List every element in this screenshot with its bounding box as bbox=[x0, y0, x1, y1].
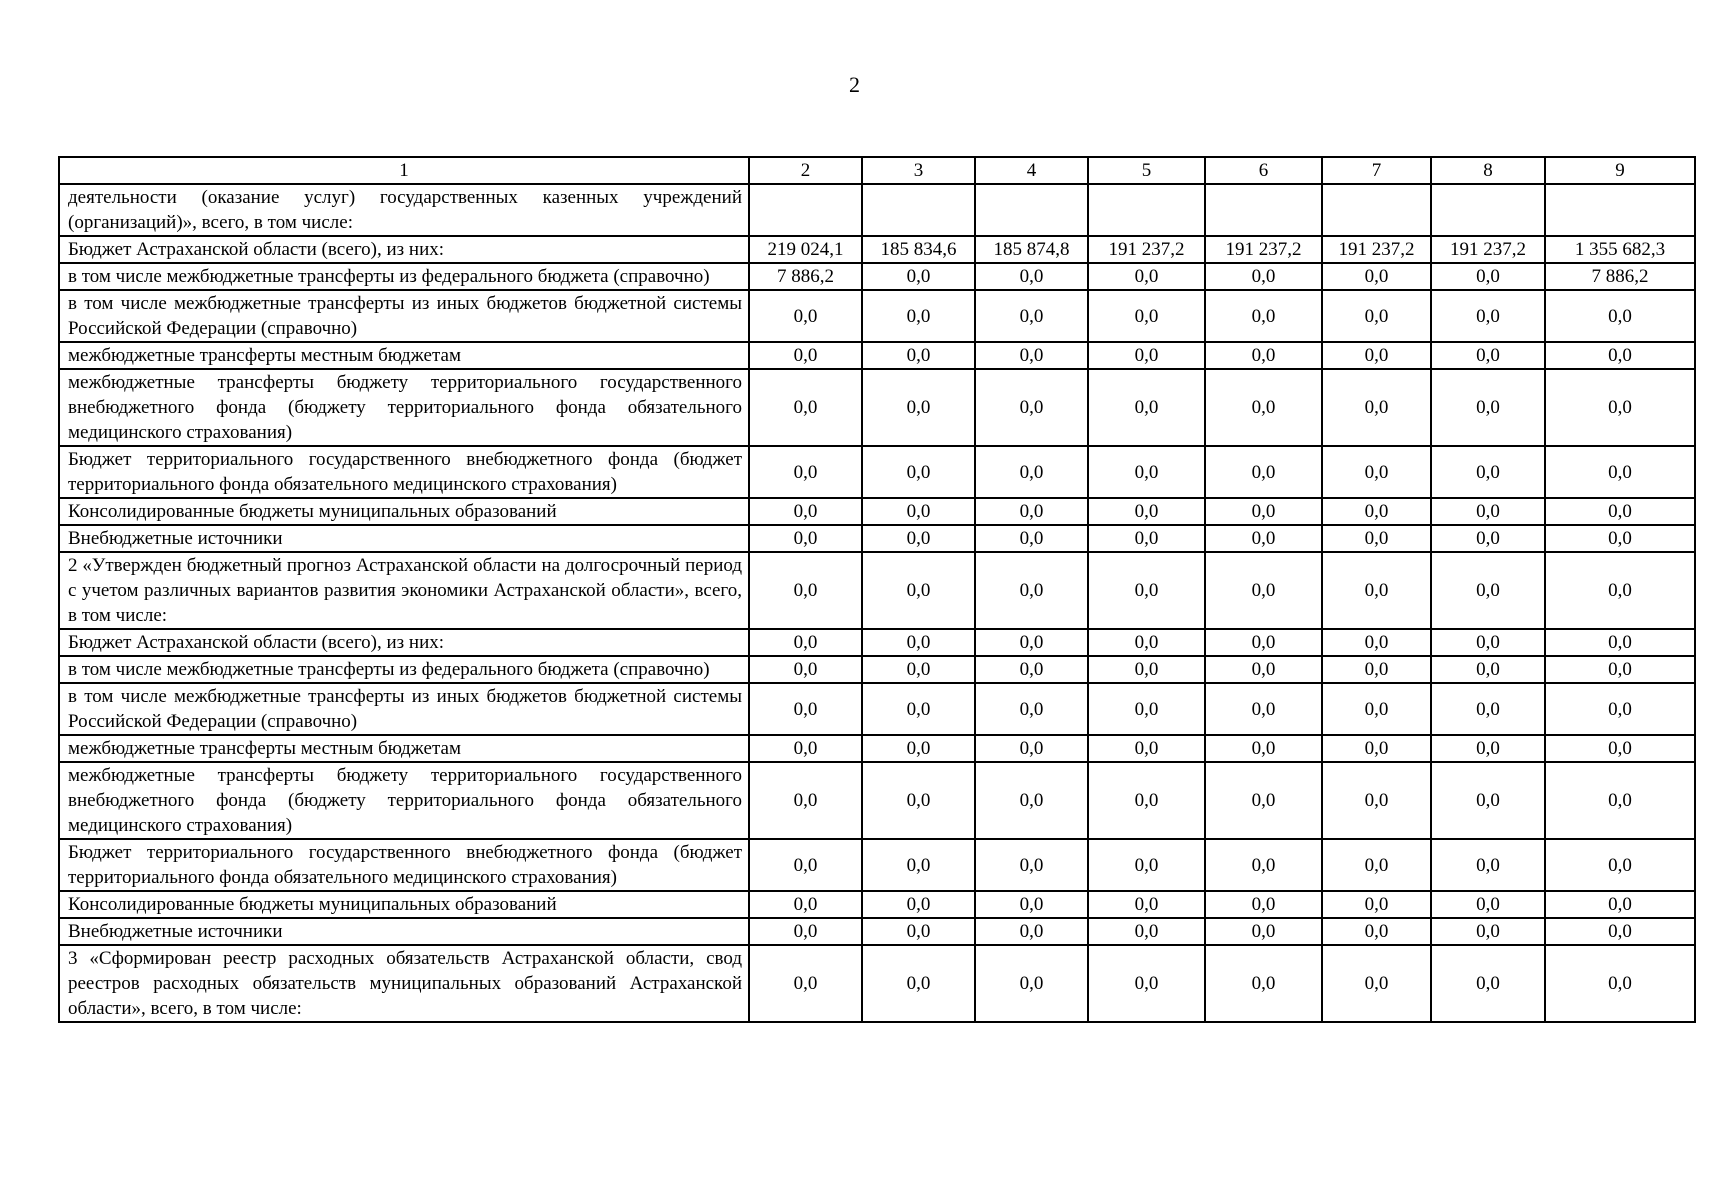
row-label: Бюджет Астраханской области (всего), из них: bbox=[59, 629, 749, 656]
value-cell: 219 024,1 bbox=[749, 236, 862, 263]
header-cell: 3 bbox=[862, 157, 975, 184]
value-cell bbox=[1322, 184, 1431, 236]
value-cell: 0,0 bbox=[1205, 629, 1322, 656]
value-cell: 0,0 bbox=[1322, 891, 1431, 918]
value-cell: 0,0 bbox=[1088, 498, 1205, 525]
value-cell: 0,0 bbox=[1088, 945, 1205, 1022]
value-cell: 0,0 bbox=[1431, 683, 1545, 735]
value-cell: 0,0 bbox=[1088, 918, 1205, 945]
header-cell: 5 bbox=[1088, 157, 1205, 184]
value-cell: 0,0 bbox=[1545, 369, 1695, 446]
value-cell: 191 237,2 bbox=[1431, 236, 1545, 263]
value-cell: 0,0 bbox=[975, 342, 1088, 369]
value-cell: 0,0 bbox=[975, 263, 1088, 290]
value-cell: 0,0 bbox=[1322, 342, 1431, 369]
value-cell: 0,0 bbox=[1088, 446, 1205, 498]
value-cell: 0,0 bbox=[1088, 552, 1205, 629]
value-cell: 0,0 bbox=[975, 762, 1088, 839]
value-cell: 0,0 bbox=[1205, 369, 1322, 446]
value-cell: 0,0 bbox=[1088, 762, 1205, 839]
table-row bbox=[59, 446, 1695, 498]
row-label: в том числе межбюджетные трансферты из федерального бюджета (справочно) bbox=[59, 263, 749, 290]
table-row bbox=[59, 735, 1695, 762]
value-cell bbox=[749, 184, 862, 236]
value-cell: 0,0 bbox=[749, 839, 862, 891]
table-row bbox=[59, 342, 1695, 369]
value-cell: 0,0 bbox=[749, 342, 862, 369]
value-cell: 0,0 bbox=[975, 290, 1088, 342]
row-label: межбюджетные трансферты бюджету территориального государственного внебюджетного фонда (бюджету территориального фонда обязательного медицинского страхования) bbox=[59, 369, 749, 446]
value-cell: 0,0 bbox=[1431, 735, 1545, 762]
value-cell: 0,0 bbox=[1322, 446, 1431, 498]
table-row bbox=[59, 918, 1695, 945]
page-number: 2 bbox=[849, 72, 860, 97]
header-cell: 7 bbox=[1322, 157, 1431, 184]
value-cell: 0,0 bbox=[862, 552, 975, 629]
header-cell: 2 bbox=[749, 157, 862, 184]
value-cell: 0,0 bbox=[1322, 656, 1431, 683]
value-cell: 0,0 bbox=[975, 839, 1088, 891]
value-cell: 0,0 bbox=[749, 552, 862, 629]
value-cell: 0,0 bbox=[862, 342, 975, 369]
value-cell: 0,0 bbox=[1545, 918, 1695, 945]
value-cell: 0,0 bbox=[1545, 683, 1695, 735]
value-cell: 0,0 bbox=[1205, 683, 1322, 735]
value-cell: 0,0 bbox=[749, 446, 862, 498]
row-label: Внебюджетные источники bbox=[59, 525, 749, 552]
value-cell: 0,0 bbox=[1088, 735, 1205, 762]
value-cell bbox=[1205, 184, 1322, 236]
row-label: 3 «Сформирован реестр расходных обязательств Астраханской области, свод реестров расходных обязательств муниципальных образований Астраханской области», всего, в том числе: bbox=[59, 945, 749, 1022]
value-cell: 0,0 bbox=[1088, 263, 1205, 290]
budget-table bbox=[58, 156, 1696, 1023]
table-body bbox=[59, 184, 1695, 1022]
value-cell: 0,0 bbox=[1545, 629, 1695, 656]
value-cell: 0,0 bbox=[862, 290, 975, 342]
value-cell: 191 237,2 bbox=[1322, 236, 1431, 263]
value-cell: 0,0 bbox=[1545, 552, 1695, 629]
value-cell: 0,0 bbox=[749, 525, 862, 552]
value-cell: 0,0 bbox=[862, 735, 975, 762]
table-row bbox=[59, 945, 1695, 1022]
value-cell: 0,0 bbox=[1545, 525, 1695, 552]
value-cell: 0,0 bbox=[1431, 656, 1545, 683]
value-cell: 0,0 bbox=[862, 263, 975, 290]
value-cell: 0,0 bbox=[1545, 735, 1695, 762]
row-label: в том числе межбюджетные трансферты из иных бюджетов бюджетной системы Российской Федерации (справочно) bbox=[59, 683, 749, 735]
value-cell: 0,0 bbox=[1322, 945, 1431, 1022]
table-row bbox=[59, 839, 1695, 891]
value-cell: 0,0 bbox=[862, 369, 975, 446]
value-cell: 0,0 bbox=[862, 525, 975, 552]
value-cell: 0,0 bbox=[1322, 263, 1431, 290]
value-cell: 0,0 bbox=[1205, 735, 1322, 762]
value-cell: 0,0 bbox=[1545, 342, 1695, 369]
value-cell: 0,0 bbox=[1431, 342, 1545, 369]
value-cell bbox=[975, 184, 1088, 236]
table-row bbox=[59, 184, 1695, 236]
value-cell: 0,0 bbox=[1205, 290, 1322, 342]
row-label: межбюджетные трансферты местным бюджетам bbox=[59, 342, 749, 369]
value-cell: 0,0 bbox=[1431, 263, 1545, 290]
value-cell: 0,0 bbox=[749, 918, 862, 945]
header-cell: 1 bbox=[59, 157, 749, 184]
value-cell: 0,0 bbox=[1322, 369, 1431, 446]
value-cell: 0,0 bbox=[749, 735, 862, 762]
value-cell: 0,0 bbox=[862, 762, 975, 839]
value-cell: 0,0 bbox=[1088, 629, 1205, 656]
row-label: Консолидированные бюджеты муниципальных образований bbox=[59, 891, 749, 918]
value-cell: 0,0 bbox=[1545, 762, 1695, 839]
value-cell: 0,0 bbox=[862, 683, 975, 735]
value-cell: 0,0 bbox=[1431, 525, 1545, 552]
value-cell: 0,0 bbox=[1545, 656, 1695, 683]
row-label: Внебюджетные источники bbox=[59, 918, 749, 945]
value-cell: 0,0 bbox=[1322, 629, 1431, 656]
value-cell: 0,0 bbox=[1545, 891, 1695, 918]
value-cell: 0,0 bbox=[975, 446, 1088, 498]
value-cell: 0,0 bbox=[1322, 735, 1431, 762]
value-cell: 0,0 bbox=[1431, 839, 1545, 891]
value-cell: 0,0 bbox=[975, 735, 1088, 762]
value-cell: 0,0 bbox=[1205, 839, 1322, 891]
value-cell: 0,0 bbox=[1205, 552, 1322, 629]
value-cell: 0,0 bbox=[975, 552, 1088, 629]
value-cell: 0,0 bbox=[1322, 498, 1431, 525]
value-cell: 0,0 bbox=[1545, 945, 1695, 1022]
value-cell: 0,0 bbox=[1431, 945, 1545, 1022]
row-label: межбюджетные трансферты местным бюджетам bbox=[59, 735, 749, 762]
value-cell: 0,0 bbox=[975, 945, 1088, 1022]
value-cell: 0,0 bbox=[749, 369, 862, 446]
value-cell: 0,0 bbox=[862, 498, 975, 525]
value-cell: 0,0 bbox=[1322, 918, 1431, 945]
value-cell: 185 874,8 bbox=[975, 236, 1088, 263]
header-cell: 4 bbox=[975, 157, 1088, 184]
value-cell: 0,0 bbox=[862, 891, 975, 918]
table-row bbox=[59, 762, 1695, 839]
value-cell: 1 355 682,3 bbox=[1545, 236, 1695, 263]
value-cell: 0,0 bbox=[1088, 342, 1205, 369]
value-cell: 7 886,2 bbox=[1545, 263, 1695, 290]
value-cell: 0,0 bbox=[1431, 918, 1545, 945]
value-cell: 191 237,2 bbox=[1205, 236, 1322, 263]
value-cell: 0,0 bbox=[1088, 369, 1205, 446]
value-cell bbox=[1088, 184, 1205, 236]
value-cell: 0,0 bbox=[1088, 683, 1205, 735]
row-label: деятельности (оказание услуг) государственных казенных учреждений (организаций)», всего, в том числе: bbox=[59, 184, 749, 236]
value-cell: 0,0 bbox=[1205, 762, 1322, 839]
value-cell: 0,0 bbox=[749, 498, 862, 525]
value-cell bbox=[1545, 184, 1695, 236]
value-cell: 0,0 bbox=[975, 891, 1088, 918]
value-cell: 0,0 bbox=[1322, 552, 1431, 629]
table-row bbox=[59, 891, 1695, 918]
value-cell: 0,0 bbox=[1205, 918, 1322, 945]
table-row bbox=[59, 683, 1695, 735]
table-row bbox=[59, 629, 1695, 656]
value-cell: 0,0 bbox=[1088, 525, 1205, 552]
value-cell: 0,0 bbox=[862, 629, 975, 656]
table-row bbox=[59, 369, 1695, 446]
table-row bbox=[59, 498, 1695, 525]
value-cell: 0,0 bbox=[975, 629, 1088, 656]
value-cell: 0,0 bbox=[1431, 369, 1545, 446]
value-cell: 0,0 bbox=[1322, 290, 1431, 342]
row-label: Бюджет территориального государственного внебюджетного фонда (бюджет территориального фонда обязательного медицинского страхования) bbox=[59, 446, 749, 498]
value-cell: 0,0 bbox=[862, 839, 975, 891]
value-cell: 0,0 bbox=[1322, 525, 1431, 552]
row-label: межбюджетные трансферты бюджету территориального государственного внебюджетного фонда (бюджету территориального фонда обязательного медицинского страхования) bbox=[59, 762, 749, 839]
header-row bbox=[59, 157, 1695, 184]
value-cell: 0,0 bbox=[1322, 839, 1431, 891]
value-cell: 0,0 bbox=[862, 446, 975, 498]
value-cell: 0,0 bbox=[1545, 498, 1695, 525]
value-cell: 0,0 bbox=[1205, 263, 1322, 290]
value-cell: 0,0 bbox=[975, 683, 1088, 735]
table-row bbox=[59, 290, 1695, 342]
value-cell bbox=[862, 184, 975, 236]
value-cell: 0,0 bbox=[1088, 891, 1205, 918]
table-row bbox=[59, 263, 1695, 290]
value-cell: 0,0 bbox=[975, 525, 1088, 552]
value-cell bbox=[1431, 184, 1545, 236]
value-cell: 0,0 bbox=[1431, 498, 1545, 525]
value-cell: 0,0 bbox=[1205, 945, 1322, 1022]
header-cell: 6 bbox=[1205, 157, 1322, 184]
row-label: Бюджет территориального государственного внебюджетного фонда (бюджет территориального фонда обязательного медицинского страхования) bbox=[59, 839, 749, 891]
table-row bbox=[59, 656, 1695, 683]
value-cell: 185 834,6 bbox=[862, 236, 975, 263]
value-cell: 0,0 bbox=[1545, 839, 1695, 891]
row-label: в том числе межбюджетные трансферты из федерального бюджета (справочно) bbox=[59, 656, 749, 683]
value-cell: 0,0 bbox=[975, 369, 1088, 446]
value-cell: 0,0 bbox=[749, 656, 862, 683]
value-cell: 0,0 bbox=[749, 945, 862, 1022]
value-cell: 0,0 bbox=[1545, 290, 1695, 342]
row-label: в том числе межбюджетные трансферты из иных бюджетов бюджетной системы Российской Федерации (справочно) bbox=[59, 290, 749, 342]
value-cell: 0,0 bbox=[862, 945, 975, 1022]
table-row bbox=[59, 552, 1695, 629]
value-cell: 0,0 bbox=[1545, 446, 1695, 498]
value-cell: 0,0 bbox=[1205, 342, 1322, 369]
value-cell: 0,0 bbox=[1322, 683, 1431, 735]
value-cell: 0,0 bbox=[749, 629, 862, 656]
value-cell: 0,0 bbox=[1088, 839, 1205, 891]
value-cell: 0,0 bbox=[1205, 891, 1322, 918]
value-cell: 0,0 bbox=[749, 891, 862, 918]
value-cell: 0,0 bbox=[975, 656, 1088, 683]
value-cell: 0,0 bbox=[749, 683, 862, 735]
value-cell: 0,0 bbox=[1205, 525, 1322, 552]
row-label: Бюджет Астраханской области (всего), из них: bbox=[59, 236, 749, 263]
value-cell: 0,0 bbox=[749, 290, 862, 342]
value-cell: 0,0 bbox=[1431, 290, 1545, 342]
value-cell: 0,0 bbox=[1205, 656, 1322, 683]
value-cell: 0,0 bbox=[975, 498, 1088, 525]
header-cell: 9 bbox=[1545, 157, 1695, 184]
header-cell: 8 bbox=[1431, 157, 1545, 184]
value-cell: 0,0 bbox=[1322, 762, 1431, 839]
value-cell: 0,0 bbox=[1431, 891, 1545, 918]
value-cell: 0,0 bbox=[1431, 762, 1545, 839]
value-cell: 7 886,2 bbox=[749, 263, 862, 290]
value-cell: 0,0 bbox=[1088, 290, 1205, 342]
value-cell: 0,0 bbox=[1205, 498, 1322, 525]
value-cell: 191 237,2 bbox=[1088, 236, 1205, 263]
value-cell: 0,0 bbox=[1088, 656, 1205, 683]
table-row bbox=[59, 236, 1695, 263]
value-cell: 0,0 bbox=[1431, 629, 1545, 656]
value-cell: 0,0 bbox=[1431, 552, 1545, 629]
row-label: 2 «Утвержден бюджетный прогноз Астраханской области на долгосрочный период с учетом различных вариантов развития экономики Астраханской области», всего, в том числе: bbox=[59, 552, 749, 629]
value-cell: 0,0 bbox=[749, 762, 862, 839]
value-cell: 0,0 bbox=[862, 656, 975, 683]
value-cell: 0,0 bbox=[1431, 446, 1545, 498]
value-cell: 0,0 bbox=[1205, 446, 1322, 498]
row-label: Консолидированные бюджеты муниципальных образований bbox=[59, 498, 749, 525]
table-row bbox=[59, 525, 1695, 552]
value-cell: 0,0 bbox=[862, 918, 975, 945]
value-cell: 0,0 bbox=[975, 918, 1088, 945]
